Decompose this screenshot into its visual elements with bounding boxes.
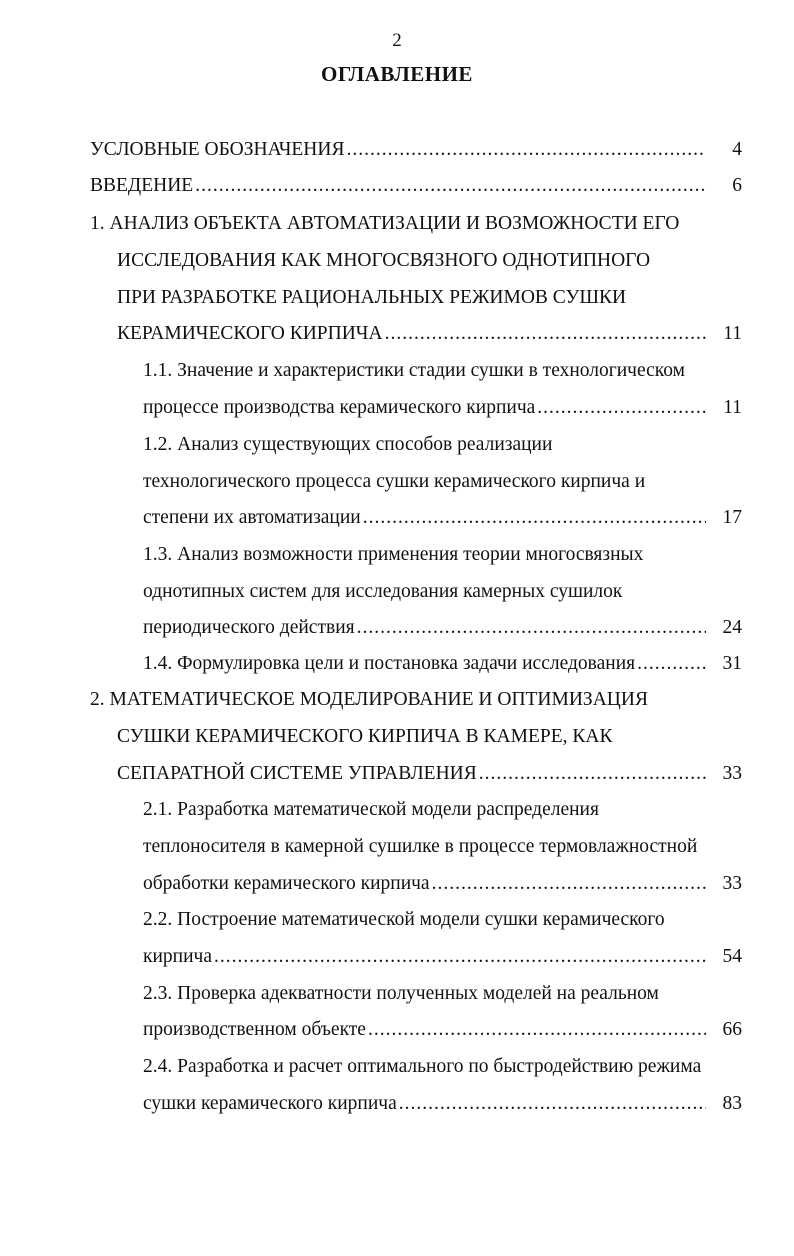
toc-entry-section-2-3[interactable] — [143, 1018, 710, 1042]
toc-page-number: 11 — [723, 323, 742, 344]
toc-entry-section-2-2[interactable] — [143, 945, 710, 969]
toc-entry-section-1-3-line: однотипных систем для исследования камерных сушилок — [143, 581, 623, 602]
toc-entry-label: производственном объекте — [143, 1019, 366, 1040]
dot-leader — [432, 872, 706, 896]
toc-entry-label: процессе производства керамического кирпича — [143, 397, 536, 418]
toc-entry-section-2-1-line[interactable]: 2.1. Разработка математической модели распределения — [143, 799, 599, 820]
toc-entry-section-2-1[interactable] — [143, 872, 710, 896]
toc-entry-chapter-1-line: ПРИ РАЗРАБОТКЕ РАЦИОНАЛЬНЫХ РЕЖИМОВ СУШКИ — [117, 287, 627, 308]
dot-leader — [637, 652, 706, 676]
toc-entry-section-1-3-line[interactable]: 1.3. Анализ возможности применения теории многосвязных — [143, 544, 644, 565]
toc-entry-section-2-1-line: теплоносителя в камерной сушилке в процессе термовлажностной — [143, 836, 698, 857]
page-number: 2 — [392, 30, 402, 51]
toc-entry-label: СЕПАРАТНОЙ СИСТЕМЕ УПРАВЛЕНИЯ — [117, 763, 477, 784]
toc-page-number: 33 — [722, 763, 742, 784]
dot-leader — [537, 396, 706, 420]
toc-entry-label: периодического действия — [143, 617, 355, 638]
toc-entry-section-1-2-line[interactable]: 1.2. Анализ существующих способов реализации — [143, 434, 553, 455]
toc-entry-section-1-1[interactable] — [143, 396, 710, 420]
toc-page-number: 17 — [722, 507, 742, 528]
toc-entry-chapter-1[interactable] — [117, 322, 710, 346]
toc-entry-label: ВВЕДЕНИЕ — [90, 175, 194, 196]
toc-entry-section-1-4[interactable] — [143, 652, 710, 676]
dot-leader — [385, 322, 706, 346]
page-title: ОГЛАВЛЕНИЕ — [321, 62, 473, 86]
toc-entry-chapter-1-line: ИССЛЕДОВАНИЯ КАК МНОГОСВЯЗНОГО ОДНОТИПНОГО — [117, 250, 651, 271]
toc-entry-section-2-4[interactable] — [143, 1092, 710, 1116]
toc-entry-chapter-1-line[interactable]: 1. АНАЛИЗ ОБЪЕКТА АВТОМАТИЗАЦИИ И ВОЗМОЖНОСТИ ЕГО — [90, 213, 680, 234]
toc-entry-label: сушки керамического кирпича — [143, 1093, 397, 1114]
toc-entry-chapter-2-line[interactable]: 2. МАТЕМАТИЧЕСКОЕ МОДЕЛИРОВАНИЕ И ОПТИМИЗАЦИЯ — [90, 689, 648, 710]
toc-page-number: 4 — [732, 139, 742, 160]
toc-entry-section-2-4-line[interactable]: 2.4. Разработка и расчет оптимального по быстродействию режима — [143, 1056, 702, 1077]
toc-entry-section-1-3[interactable] — [143, 616, 710, 640]
toc-page-number: 66 — [722, 1019, 742, 1040]
toc-page-number: 31 — [722, 653, 742, 674]
toc-page-number: 6 — [732, 175, 742, 196]
toc-entry-label: КЕРАМИЧЕСКОГО КИРПИЧА — [117, 323, 383, 344]
toc-entry-label: кирпича — [143, 946, 212, 967]
toc-page-number: 54 — [722, 946, 742, 967]
dot-leader — [479, 762, 706, 786]
toc-entry-label: степени их автоматизации — [143, 507, 361, 528]
dot-leader — [214, 945, 706, 969]
toc-entry-section-1-1-line[interactable]: 1.1. Значение и характеристики стадии сушки в технологическом — [143, 360, 685, 381]
toc-entry-symbols[interactable] — [90, 138, 710, 162]
dot-leader — [368, 1018, 706, 1042]
toc-entry-label: УСЛОВНЫЕ ОБОЗНАЧЕНИЯ — [90, 139, 345, 160]
toc-entry-label: 1.4. Формулировка цели и постановка задачи исследования — [143, 653, 636, 674]
toc-page-number: 11 — [723, 397, 742, 418]
toc-entry-chapter-2[interactable] — [117, 762, 710, 786]
toc-page-number: 83 — [722, 1093, 742, 1114]
toc-page-number: 33 — [722, 873, 742, 894]
toc-page-number: 24 — [722, 617, 742, 638]
toc-entry-introduction[interactable] — [90, 174, 710, 198]
toc-entry-section-1-2[interactable] — [143, 506, 710, 530]
dot-leader — [195, 174, 706, 198]
dot-leader — [357, 616, 706, 640]
toc-entry-label: обработки керамического кирпича — [143, 873, 430, 894]
toc-entry-chapter-2-line: СУШКИ КЕРАМИЧЕСКОГО КИРПИЧА В КАМЕРЕ, КАК — [117, 726, 613, 747]
toc-entry-section-2-3-line[interactable]: 2.3. Проверка адекватности полученных моделей на реальном — [143, 983, 659, 1004]
dot-leader — [363, 506, 706, 530]
dot-leader — [399, 1092, 706, 1116]
toc-entry-section-1-2-line: технологического процесса сушки керамического кирпича и — [143, 471, 646, 492]
dot-leader — [346, 138, 706, 162]
toc-entry-section-2-2-line[interactable]: 2.2. Построение математической модели сушки керамического — [143, 909, 665, 930]
